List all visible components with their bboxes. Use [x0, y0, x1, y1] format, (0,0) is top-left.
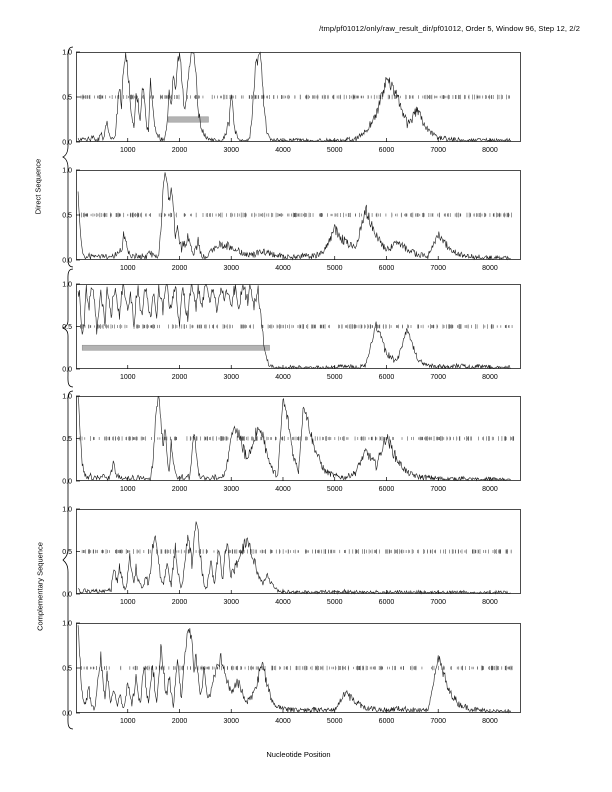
x-tick-label: 7000 [430, 147, 446, 154]
y-tick-label: 0.5 [62, 549, 72, 556]
chart-panel-2[interactable] [62, 164, 521, 274]
x-tick-label: 8000 [482, 718, 498, 725]
stop-codon-marker-row [80, 324, 512, 329]
x-tick-label: 8000 [482, 599, 498, 606]
y-tick-label: 1.0 [62, 393, 72, 401]
y-axis-group-label-complementary [30, 500, 46, 680]
x-tick-label: 7000 [430, 265, 446, 272]
panel-plot-svg [62, 617, 521, 727]
chart-panel-4[interactable] [62, 390, 521, 495]
x-tick-label: 5000 [326, 486, 343, 493]
x-tick-label: 6000 [378, 718, 395, 725]
y-tick-label: 0.0 [62, 366, 72, 374]
y-axis-label-direct-sequence: Direct Sequence [33, 158, 43, 215]
highlight-region-bar [82, 345, 269, 350]
x-tick-label: 6000 [378, 486, 395, 493]
x-tick-label: 5000 [326, 599, 343, 606]
x-tick-label: 1000 [119, 147, 136, 154]
x-tick-label: 3000 [223, 599, 240, 606]
x-tick-label: 1000 [119, 374, 136, 381]
x-tick-label: 8000 [482, 147, 498, 154]
x-tick-label: 1000 [119, 599, 136, 606]
figure-title: /tmp/pf01012/only/raw_result_dir/pf01012, Order 5, Window 96, Step 12, 2/2 [319, 24, 580, 33]
y-tick-label: 1.0 [62, 49, 72, 57]
x-tick-label: 4000 [275, 374, 291, 381]
x-tick-label: 4000 [275, 718, 291, 725]
x-tick-label: 4000 [275, 265, 291, 272]
x-tick-label: 5000 [326, 374, 343, 381]
x-tick-label: 2000 [171, 486, 188, 493]
y-tick-label: 0.0 [62, 257, 72, 265]
x-tick-label: 5000 [326, 265, 343, 272]
x-tick-label: 4000 [275, 599, 291, 606]
x-tick-label: 2000 [171, 265, 188, 272]
chart-panel-5[interactable] [62, 503, 521, 608]
y-axis-group-label-direct [30, 120, 46, 260]
x-tick-label: 7000 [430, 374, 446, 381]
x-tick-label: 6000 [378, 374, 395, 381]
panel-plot-svg [62, 164, 521, 274]
x-tick-label: 7000 [430, 718, 446, 725]
x-tick-label: 6000 [378, 147, 395, 154]
chart-panel-3[interactable] [62, 278, 521, 383]
x-tick-label: 3000 [223, 265, 240, 272]
x-tick-label: 8000 [482, 374, 498, 381]
stop-codon-marker-row [82, 549, 511, 554]
y-tick-label: 0.5 [62, 436, 72, 443]
y-tick-label: 0.0 [62, 139, 72, 147]
x-tick-label: 7000 [430, 599, 446, 606]
x-tick-label: 5000 [326, 147, 343, 154]
y-tick-label: 0.5 [62, 94, 72, 102]
stop-codon-marker-row [80, 95, 509, 100]
y-tick-label: 1.0 [62, 167, 72, 175]
y-tick-label: 1.0 [62, 506, 72, 514]
stop-codon-marker-row [80, 213, 512, 218]
x-tick-label: 1000 [119, 265, 136, 272]
y-tick-label: 0.0 [62, 478, 72, 486]
highlight-region-bar [168, 117, 208, 122]
x-tick-label: 3000 [223, 147, 240, 154]
y-tick-label: 1.0 [62, 620, 72, 628]
x-tick-label: 3000 [223, 374, 240, 381]
chart-panel-6[interactable] [62, 617, 521, 727]
x-tick-label: 2000 [171, 599, 188, 606]
chart-panel-1[interactable] [62, 46, 521, 156]
data-trace-line [78, 396, 511, 480]
x-tick-label: 5000 [326, 718, 343, 725]
stop-codon-marker-row [79, 436, 514, 441]
x-tick-label: 1000 [119, 718, 136, 725]
y-tick-label: 0.0 [62, 591, 72, 599]
panel-plot-svg [62, 390, 521, 495]
panel-plot-svg [62, 503, 521, 608]
x-tick-label: 4000 [275, 147, 291, 154]
x-tick-label: 6000 [378, 599, 395, 606]
x-tick-label: 7000 [430, 486, 446, 493]
x-tick-label: 3000 [223, 486, 240, 493]
y-tick-label: 0.0 [62, 710, 72, 718]
x-tick-label: 8000 [482, 486, 498, 493]
x-tick-label: 4000 [275, 486, 291, 493]
data-trace-line [78, 522, 511, 594]
y-tick-label: 0.5 [62, 665, 72, 673]
x-tick-label: 1000 [119, 486, 136, 493]
x-axis-label: Nucleotide Position [266, 750, 331, 759]
x-tick-label: 2000 [171, 718, 188, 725]
x-tick-label: 3000 [223, 718, 240, 725]
panel-plot-svg [62, 46, 521, 156]
x-tick-label: 8000 [482, 265, 498, 272]
data-trace-line [78, 625, 511, 712]
y-tick-label: 0.5 [62, 324, 72, 331]
stop-codon-marker-row [81, 666, 512, 671]
x-tick-label: 2000 [171, 374, 188, 381]
y-tick-label: 0.5 [62, 212, 72, 220]
x-tick-label: 6000 [378, 265, 395, 272]
y-axis-label-complementary-sequence: Complementary Sequence [35, 542, 45, 631]
brace-direct-group [62, 46, 74, 268]
panel-plot-svg [62, 278, 521, 383]
y-tick-label: 1.0 [62, 281, 72, 289]
x-tick-label: 2000 [171, 147, 188, 154]
